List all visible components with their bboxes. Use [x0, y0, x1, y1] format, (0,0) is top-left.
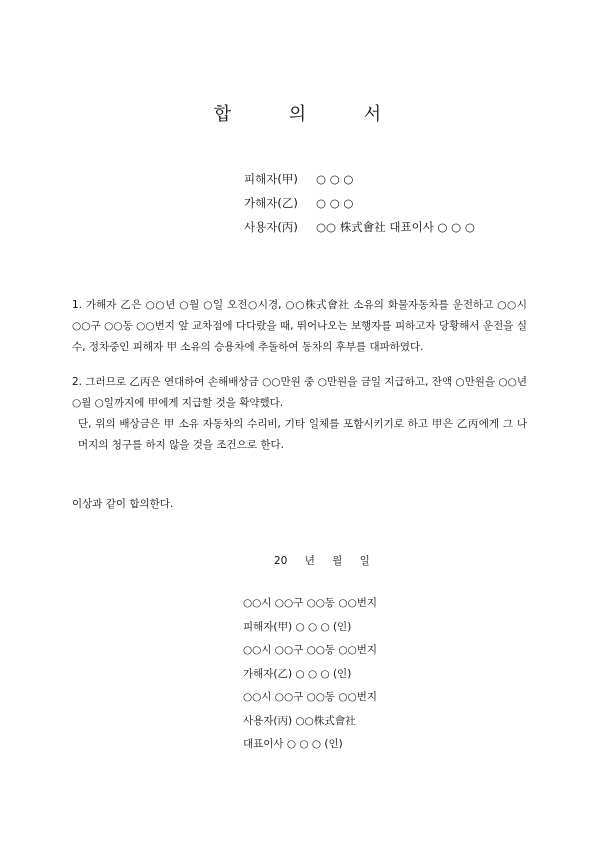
- party-label: 사용자(丙): [244, 220, 298, 234]
- party-label: 가해자(乙): [244, 196, 298, 210]
- date-line: 20 년 월 일: [274, 555, 370, 567]
- signature-block: [243, 595, 377, 760]
- party-employer: [244, 218, 475, 242]
- paragraph-condition: 단, 위의 배상금은 甲 소유 자동차의 수리비, 기타 일체를 포함시키기로 하고 甲은 乙丙에게 그 나머지의 청구를 하지 않을 것을 조건으로 한다.: [78, 418, 527, 451]
- paragraph-compensation: 2. 그러므로 乙丙은 연대하여 손해배상금 ○○만원 중 ○만원을 금일 지급하고, 잔액 ○만원을 ○○년 ○월 ○일까지에 甲에게 지급할 것을 확약했다.: [72, 376, 527, 409]
- title-char: 합: [213, 104, 232, 125]
- title-char: 서: [363, 104, 382, 125]
- signature-address: ○○시 ○○구 ○○동 ○○번지: [243, 691, 378, 703]
- party-value: ○ ○ ○: [316, 172, 354, 186]
- document-title: [0, 100, 595, 126]
- agreement-body: [72, 295, 527, 470]
- party-value: ○ ○ ○: [316, 196, 354, 210]
- signature-victim: 피해자(甲) ○ ○ ○ (인): [243, 620, 352, 633]
- signature-address: ○○시 ○○구 ○○동 ○○번지: [243, 644, 378, 656]
- closing-statement: 이상과 같이 합의한다.: [72, 498, 174, 510]
- party-value: ○○ 株式會社 대표이사 ○ ○ ○: [316, 220, 475, 234]
- signature-employer: 사용자(丙) ○○株式會社: [243, 714, 356, 727]
- party-victim: [244, 170, 475, 194]
- party-offender: [244, 194, 475, 218]
- party-label: 피해자(甲): [244, 172, 298, 186]
- signature-representative: 대표이사 ○ ○ ○ (인): [243, 738, 343, 750]
- signature-address: ○○시 ○○구 ○○동 ○○번지: [243, 597, 378, 609]
- party-list: [244, 170, 475, 242]
- signature-offender: 가해자(乙) ○ ○ ○ (인): [243, 667, 352, 680]
- title-char: 의: [288, 104, 307, 125]
- paragraph-accident: 1. 가해자 乙은 ○○년 ○월 ○일 오전○시경, ○○株式會社 소유의 화물자동차를 운전하고 ○○시 ○○구 ○○동 ○○번지 앞 교차점에 다다랐을 때, 뛰어나오는 보행자를 피하고자 당황해서 운전을 실수, 정차중인 피해자 甲 소유의 승용차에 추돌하여 동차의 후부를 대파하였다.: [72, 299, 527, 353]
